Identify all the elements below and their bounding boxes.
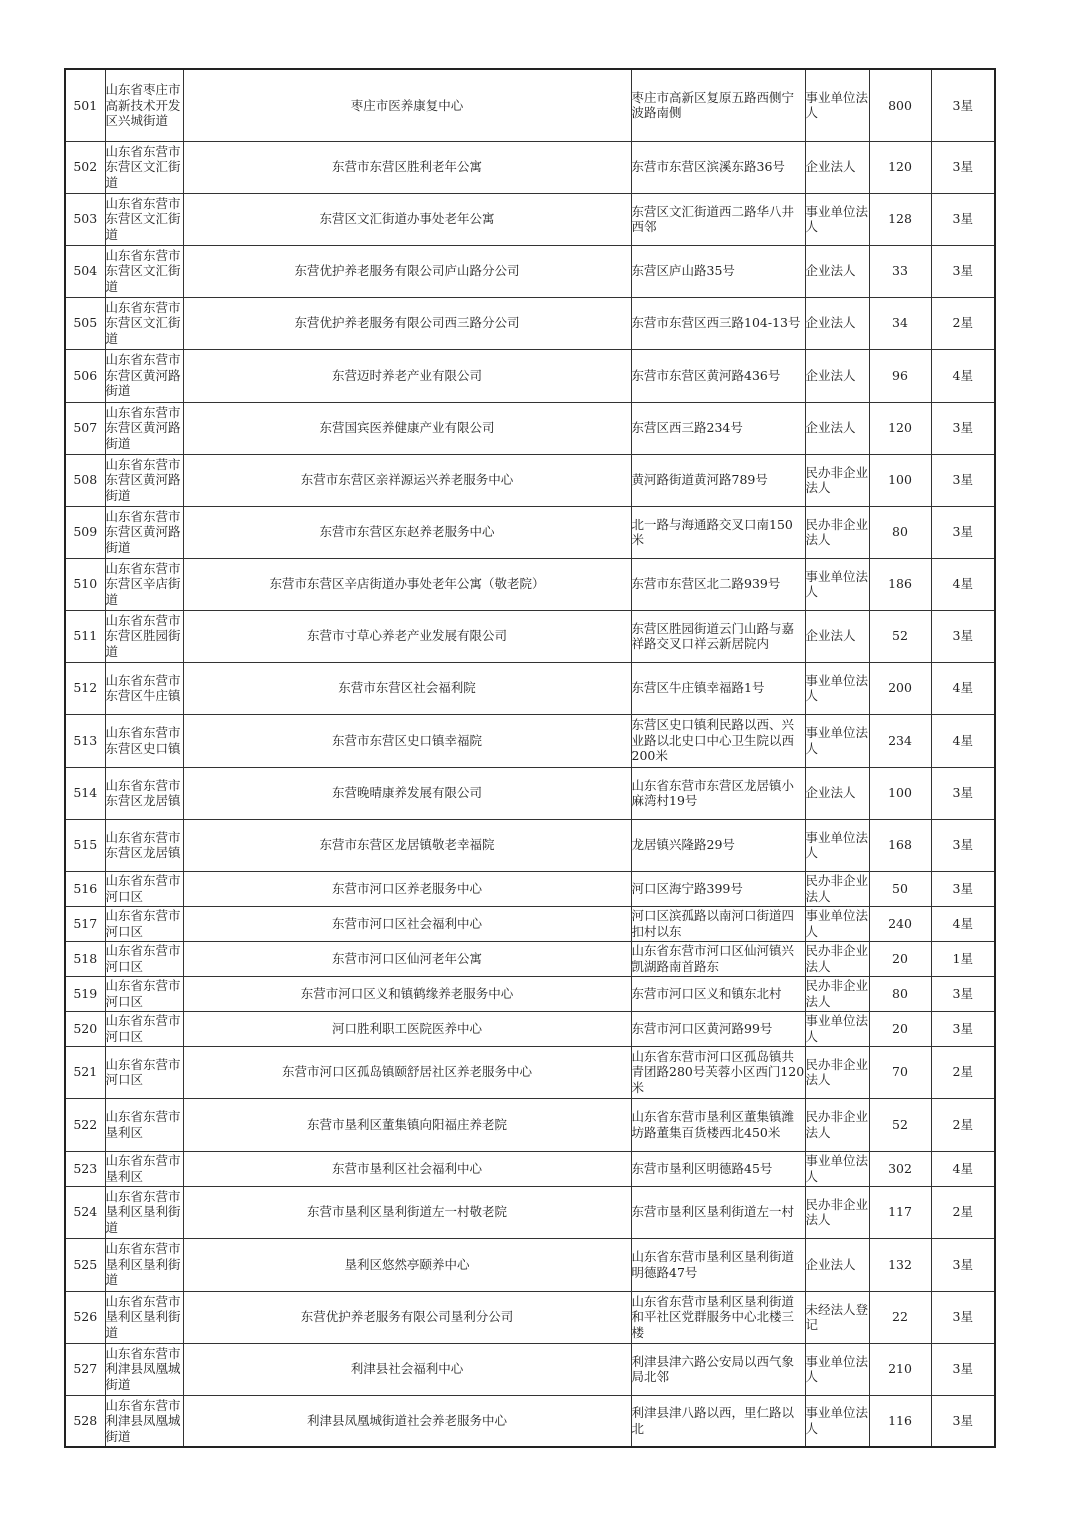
row-bed-count: 117	[869, 1186, 931, 1238]
row-institution-name: 东营市河口区养老服务中心	[183, 871, 631, 906]
row-number: 526	[65, 1291, 105, 1343]
row-institution-name: 垦利区悠然亭颐养中心	[183, 1238, 631, 1291]
row-star-rating: 3星	[931, 1395, 995, 1447]
row-address: 枣庄市高新区复原五路西侧宁波路南侧	[631, 69, 805, 141]
row-legal-type: 事业单位法人	[805, 714, 869, 767]
row-institution-name: 东营市东营区龙居镇敬老幸福院	[183, 819, 631, 871]
row-number: 528	[65, 1395, 105, 1447]
row-bed-count: 50	[869, 871, 931, 906]
row-institution-name: 东营市东营区亲祥源运兴养老服务中心	[183, 454, 631, 506]
table-row	[65, 610, 995, 662]
row-address: 东营市河口区义和镇东北村	[631, 976, 805, 1011]
row-legal-type: 民办非企业法人	[805, 454, 869, 506]
row-legal-type: 民办非企业法人	[805, 506, 869, 558]
row-bed-count: 200	[869, 662, 931, 714]
row-legal-type: 事业单位法人	[805, 1011, 869, 1046]
row-bed-count: 22	[869, 1291, 931, 1343]
row-number: 516	[65, 871, 105, 906]
row-bed-count: 234	[869, 714, 931, 767]
row-location: 山东省东营市利津县凤凰城街道	[105, 1343, 183, 1395]
table-row	[65, 941, 995, 976]
row-legal-type: 未经法人登记	[805, 1291, 869, 1343]
row-address: 山东省东营市河口区仙河镇兴凯湖路南首路东	[631, 941, 805, 976]
row-bed-count: 20	[869, 941, 931, 976]
row-institution-name: 东营市河口区仙河老年公寓	[183, 941, 631, 976]
table-row	[65, 297, 995, 349]
row-institution-name: 东营优护养老服务有限公司垦利分公司	[183, 1291, 631, 1343]
row-address: 利津县津八路以西，里仁路以北	[631, 1395, 805, 1447]
row-bed-count: 52	[869, 610, 931, 662]
row-star-rating: 3星	[931, 69, 995, 141]
row-star-rating: 4星	[931, 1151, 995, 1186]
row-address: 东营市垦利区垦利街道左一村	[631, 1186, 805, 1238]
row-institution-name: 东营优护养老服务有限公司庐山路分公司	[183, 245, 631, 297]
row-bed-count: 52	[869, 1098, 931, 1151]
row-location: 山东省东营市垦利区垦利街道	[105, 1291, 183, 1343]
row-number: 522	[65, 1098, 105, 1151]
row-bed-count: 80	[869, 506, 931, 558]
row-address: 东营市东营区黄河路436号	[631, 349, 805, 402]
row-institution-name: 东营市河口区社会福利中心	[183, 906, 631, 941]
row-legal-type: 事业单位法人	[805, 1395, 869, 1447]
row-location: 山东省东营市河口区	[105, 941, 183, 976]
table-row	[65, 402, 995, 454]
row-address: 河口区滨孤路以南河口街道四扣村以东	[631, 906, 805, 941]
row-bed-count: 210	[869, 1343, 931, 1395]
table-row	[65, 976, 995, 1011]
row-legal-type: 民办非企业法人	[805, 941, 869, 976]
row-address: 东营区牛庄镇幸福路1号	[631, 662, 805, 714]
row-number: 527	[65, 1343, 105, 1395]
row-location: 山东省东营市东营区黄河路街道	[105, 454, 183, 506]
row-location: 山东省东营市河口区	[105, 976, 183, 1011]
row-star-rating: 3星	[931, 1011, 995, 1046]
row-legal-type: 企业法人	[805, 610, 869, 662]
row-bed-count: 34	[869, 297, 931, 349]
row-location: 山东省东营市河口区	[105, 871, 183, 906]
row-location: 山东省东营市东营区文汇街道	[105, 245, 183, 297]
row-number: 524	[65, 1186, 105, 1238]
elder-care-institution-table	[64, 68, 996, 1448]
table-row	[65, 714, 995, 767]
row-address: 山东省东营市东营区龙居镇小麻湾村19号	[631, 767, 805, 819]
row-number: 515	[65, 819, 105, 871]
row-star-rating: 3星	[931, 193, 995, 245]
row-legal-type: 企业法人	[805, 245, 869, 297]
row-star-rating: 4星	[931, 349, 995, 402]
row-star-rating: 4星	[931, 714, 995, 767]
row-address: 东营市河口区黄河路99号	[631, 1011, 805, 1046]
table-row	[65, 349, 995, 402]
row-legal-type: 企业法人	[805, 767, 869, 819]
row-star-rating: 3星	[931, 871, 995, 906]
row-location: 山东省枣庄市高新技术开发区兴城街道	[105, 69, 183, 141]
row-bed-count: 70	[869, 1046, 931, 1098]
row-bed-count: 168	[869, 819, 931, 871]
row-legal-type: 事业单位法人	[805, 662, 869, 714]
row-legal-type: 事业单位法人	[805, 906, 869, 941]
table-row	[65, 767, 995, 819]
table-row	[65, 141, 995, 193]
row-location: 山东省东营市东营区龙居镇	[105, 767, 183, 819]
row-institution-name: 东营区文汇街道办事处老年公寓	[183, 193, 631, 245]
row-institution-name: 枣庄市医养康复中心	[183, 69, 631, 141]
table-row	[65, 1151, 995, 1186]
row-bed-count: 120	[869, 402, 931, 454]
row-institution-name: 东营迈时养老产业有限公司	[183, 349, 631, 402]
table-row	[65, 454, 995, 506]
row-location: 山东省东营市河口区	[105, 1046, 183, 1098]
row-location: 山东省东营市东营区文汇街道	[105, 141, 183, 193]
row-star-rating: 3星	[931, 767, 995, 819]
row-number: 508	[65, 454, 105, 506]
row-number: 519	[65, 976, 105, 1011]
row-star-rating: 4星	[931, 662, 995, 714]
row-location: 山东省东营市东营区胜园街道	[105, 610, 183, 662]
row-location: 山东省东营市垦利区	[105, 1151, 183, 1186]
row-bed-count: 116	[869, 1395, 931, 1447]
row-address: 东营市东营区北二路939号	[631, 558, 805, 610]
row-number: 501	[65, 69, 105, 141]
row-location: 山东省东营市东营区辛店街道	[105, 558, 183, 610]
row-institution-name: 东营市东营区史口镇幸福院	[183, 714, 631, 767]
row-number: 503	[65, 193, 105, 245]
row-legal-type: 企业法人	[805, 1238, 869, 1291]
row-bed-count: 800	[869, 69, 931, 141]
row-location: 山东省东营市东营区龙居镇	[105, 819, 183, 871]
row-institution-name: 利津县凤凰城街道社会养老服务中心	[183, 1395, 631, 1447]
row-number: 513	[65, 714, 105, 767]
row-star-rating: 3星	[931, 1343, 995, 1395]
row-bed-count: 128	[869, 193, 931, 245]
row-address: 利津县津六路公安局以西气象局北邻	[631, 1343, 805, 1395]
row-location: 山东省东营市东营区黄河路街道	[105, 402, 183, 454]
table-row	[65, 558, 995, 610]
row-institution-name: 东营优护养老服务有限公司西三路分公司	[183, 297, 631, 349]
table-row	[65, 1343, 995, 1395]
row-legal-type: 民办非企业法人	[805, 1098, 869, 1151]
row-institution-name: 利津县社会福利中心	[183, 1343, 631, 1395]
row-location: 山东省东营市东营区文汇街道	[105, 193, 183, 245]
row-number: 514	[65, 767, 105, 819]
row-legal-type: 民办非企业法人	[805, 976, 869, 1011]
row-star-rating: 3星	[931, 245, 995, 297]
row-number: 520	[65, 1011, 105, 1046]
row-institution-name: 东营市东营区胜利老年公寓	[183, 141, 631, 193]
row-star-rating: 3星	[931, 819, 995, 871]
table-row	[65, 1046, 995, 1098]
row-legal-type: 企业法人	[805, 349, 869, 402]
row-location: 山东省东营市利津县凤凰城街道	[105, 1395, 183, 1447]
row-bed-count: 33	[869, 245, 931, 297]
row-address: 东营区胜园街道云门山路与嘉祥路交叉口祥云新居院内	[631, 610, 805, 662]
row-bed-count: 20	[869, 1011, 931, 1046]
table-row	[65, 871, 995, 906]
row-institution-name: 东营市垦利区董集镇向阳福庄养老院	[183, 1098, 631, 1151]
table-row	[65, 1011, 995, 1046]
row-bed-count: 132	[869, 1238, 931, 1291]
table-row	[65, 193, 995, 245]
table-row	[65, 1291, 995, 1343]
row-institution-name: 东营市垦利区垦利街道左一村敬老院	[183, 1186, 631, 1238]
row-location: 山东省东营市河口区	[105, 906, 183, 941]
row-bed-count: 100	[869, 767, 931, 819]
row-star-rating: 3星	[931, 402, 995, 454]
row-institution-name: 东营市垦利区社会福利中心	[183, 1151, 631, 1186]
row-number: 502	[65, 141, 105, 193]
row-legal-type: 事业单位法人	[805, 558, 869, 610]
row-number: 512	[65, 662, 105, 714]
row-institution-name: 东营市河口区孤岛镇颐舒居社区养老服务中心	[183, 1046, 631, 1098]
row-star-rating: 2星	[931, 297, 995, 349]
row-institution-name: 东营晚晴康养发展有限公司	[183, 767, 631, 819]
table-row	[65, 245, 995, 297]
row-bed-count: 96	[869, 349, 931, 402]
row-location: 山东省东营市东营区黄河路街道	[105, 506, 183, 558]
row-legal-type: 事业单位法人	[805, 193, 869, 245]
row-number: 506	[65, 349, 105, 402]
row-bed-count: 120	[869, 141, 931, 193]
row-bed-count: 186	[869, 558, 931, 610]
table-row	[65, 1395, 995, 1447]
row-star-rating: 4星	[931, 558, 995, 610]
row-star-rating: 3星	[931, 976, 995, 1011]
table-row	[65, 1186, 995, 1238]
row-bed-count: 100	[869, 454, 931, 506]
row-address: 东营区史口镇利民路以西、兴业路以北史口中心卫生院以西200米	[631, 714, 805, 767]
row-location: 山东省东营市东营区黄河路街道	[105, 349, 183, 402]
row-legal-type: 事业单位法人	[805, 819, 869, 871]
row-star-rating: 3星	[931, 610, 995, 662]
row-address: 东营区庐山路35号	[631, 245, 805, 297]
row-number: 511	[65, 610, 105, 662]
row-address: 龙居镇兴隆路29号	[631, 819, 805, 871]
row-location: 山东省东营市垦利区	[105, 1098, 183, 1151]
row-star-rating: 2星	[931, 1186, 995, 1238]
row-star-rating: 2星	[931, 1046, 995, 1098]
row-bed-count: 240	[869, 906, 931, 941]
row-legal-type: 企业法人	[805, 141, 869, 193]
table-row	[65, 506, 995, 558]
table-row	[65, 69, 995, 141]
row-institution-name: 东营市东营区东赵养老服务中心	[183, 506, 631, 558]
table-body	[65, 69, 995, 1447]
table-row	[65, 1238, 995, 1291]
row-address: 东营市东营区西三路104-13号	[631, 297, 805, 349]
row-star-rating: 3星	[931, 141, 995, 193]
row-star-rating: 2星	[931, 1098, 995, 1151]
row-number: 525	[65, 1238, 105, 1291]
row-legal-type: 事业单位法人	[805, 1151, 869, 1186]
row-number: 521	[65, 1046, 105, 1098]
row-bed-count: 302	[869, 1151, 931, 1186]
row-star-rating: 3星	[931, 506, 995, 558]
row-star-rating: 4星	[931, 906, 995, 941]
row-institution-name: 东营市东营区辛店街道办事处老年公寓（敬老院）	[183, 558, 631, 610]
row-location: 山东省东营市垦利区垦利街道	[105, 1238, 183, 1291]
row-star-rating: 3星	[931, 1238, 995, 1291]
row-legal-type: 事业单位法人	[805, 69, 869, 141]
row-institution-name: 东营国宾医养健康产业有限公司	[183, 402, 631, 454]
row-address: 山东省东营市河口区孤岛镇共青团路280号芙蓉小区西门120米	[631, 1046, 805, 1098]
row-number: 504	[65, 245, 105, 297]
row-bed-count: 80	[869, 976, 931, 1011]
table-row	[65, 819, 995, 871]
row-address: 东营市垦利区明德路45号	[631, 1151, 805, 1186]
row-institution-name: 东营市寸草心养老产业发展有限公司	[183, 610, 631, 662]
row-number: 517	[65, 906, 105, 941]
row-address: 北一路与海通路交叉口南150米	[631, 506, 805, 558]
row-address: 山东省东营市垦利区垦利街道明德路47号	[631, 1238, 805, 1291]
row-legal-type: 事业单位法人	[805, 1343, 869, 1395]
row-legal-type: 民办非企业法人	[805, 1046, 869, 1098]
row-address: 黄河路街道黄河路789号	[631, 454, 805, 506]
row-number: 518	[65, 941, 105, 976]
row-address: 山东省东营市垦利区董集镇潍坊路董集百货楼西北450米	[631, 1098, 805, 1151]
row-number: 523	[65, 1151, 105, 1186]
row-address: 东营市东营区滨溪东路36号	[631, 141, 805, 193]
row-legal-type: 企业法人	[805, 402, 869, 454]
row-star-rating: 3星	[931, 1291, 995, 1343]
table-row	[65, 906, 995, 941]
row-location: 山东省东营市东营区文汇街道	[105, 297, 183, 349]
row-address: 河口区海宁路399号	[631, 871, 805, 906]
table-row	[65, 662, 995, 714]
table-row	[65, 1098, 995, 1151]
row-star-rating: 3星	[931, 454, 995, 506]
row-address: 山东省东营市垦利区垦利街道和平社区党群服务中心北楼三楼	[631, 1291, 805, 1343]
row-location: 山东省东营市河口区	[105, 1011, 183, 1046]
row-star-rating: 1星	[931, 941, 995, 976]
row-location: 山东省东营市东营区牛庄镇	[105, 662, 183, 714]
row-institution-name: 东营市东营区社会福利院	[183, 662, 631, 714]
row-legal-type: 民办非企业法人	[805, 1186, 869, 1238]
row-number: 510	[65, 558, 105, 610]
row-institution-name: 东营市河口区义和镇鹤缘养老服务中心	[183, 976, 631, 1011]
row-institution-name: 河口胜利职工医院医养中心	[183, 1011, 631, 1046]
row-number: 507	[65, 402, 105, 454]
row-legal-type: 企业法人	[805, 297, 869, 349]
row-location: 山东省东营市东营区史口镇	[105, 714, 183, 767]
row-number: 505	[65, 297, 105, 349]
row-address: 东营区文汇街道西二路华八井西邻	[631, 193, 805, 245]
row-number: 509	[65, 506, 105, 558]
row-address: 东营区西三路234号	[631, 402, 805, 454]
row-legal-type: 民办非企业法人	[805, 871, 869, 906]
row-location: 山东省东营市垦利区垦利街道	[105, 1186, 183, 1238]
